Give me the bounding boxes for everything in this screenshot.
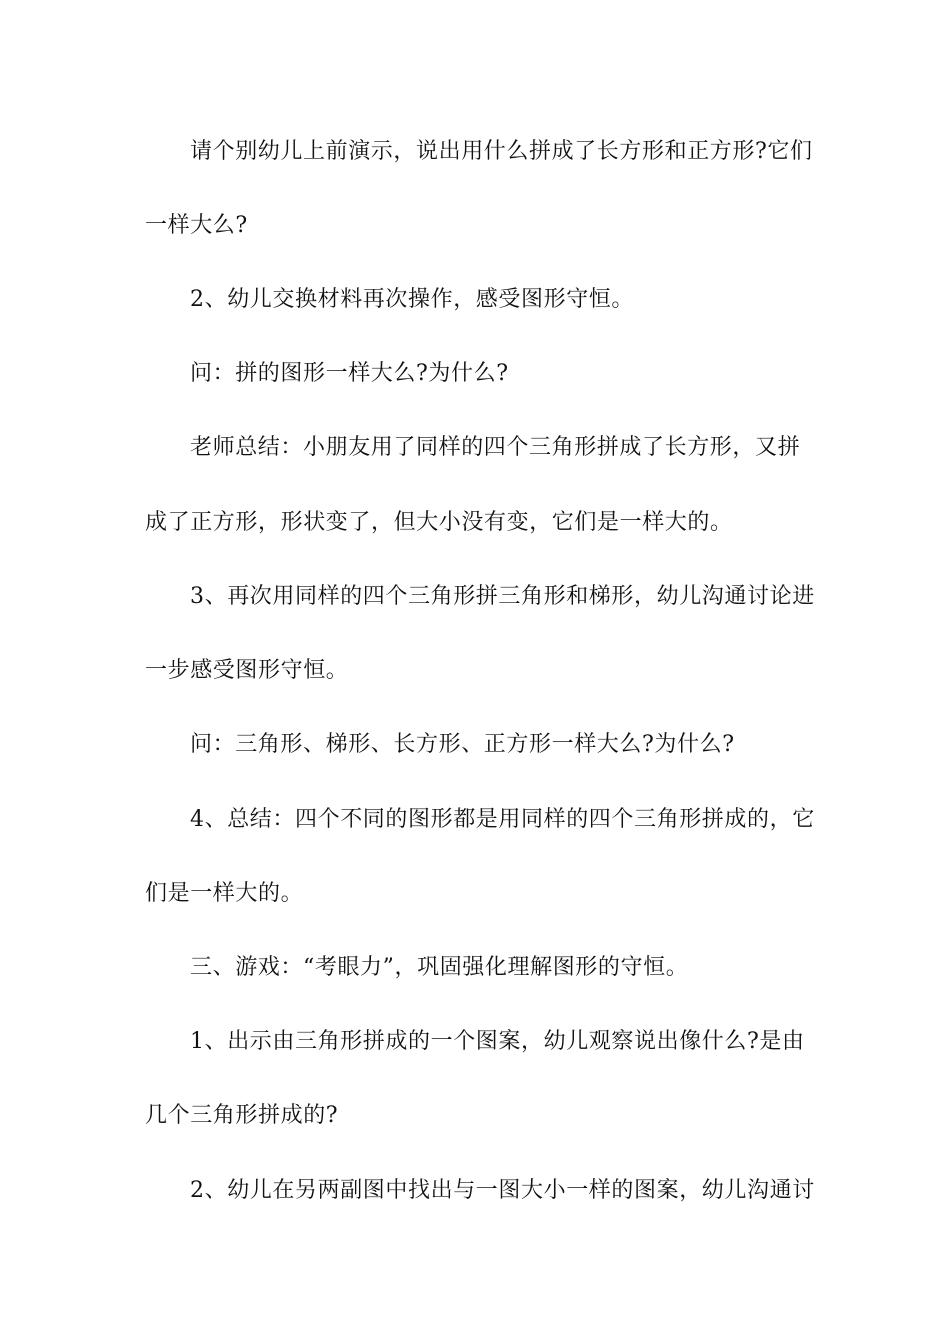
paragraph-line: 2、幼儿交换材料再次操作，感受图形守恒。 bbox=[190, 287, 634, 312]
paragraph-line: 一样大么? bbox=[145, 213, 248, 238]
paragraph-line: 几个三角形拼成的? bbox=[145, 1103, 339, 1128]
paragraph-line: 4、总结：四个不同的图形都是用同样的四个三角形拼成的，它 bbox=[190, 807, 815, 832]
paragraph-line: 一步感受图形守恒。 bbox=[145, 658, 349, 683]
paragraph-line: 三、游戏：“考眼力”，巩固强化理解图形的守恒。 bbox=[190, 955, 689, 980]
paragraph-line: 问：拼的图形一样大么?为什么? bbox=[190, 361, 509, 386]
paragraph-line: 3、再次用同样的四个三角形拼三角形和梯形，幼儿沟通讨论进 bbox=[190, 584, 815, 609]
paragraph-line: 成了正方形，形状变了，但大小没有变，它们是一样大的。 bbox=[145, 510, 733, 535]
paragraph-line: 请个别幼儿上前演示，说出用什么拼成了长方形和正方形?它们 bbox=[190, 139, 813, 164]
paragraph-line: 们是一样大的。 bbox=[145, 881, 304, 906]
paragraph-line: 1、出示由三角形拼成的一个图案，幼儿观察说出像什么?是由 bbox=[190, 1029, 805, 1054]
paragraph-line: 问：三角形、梯形、长方形、正方形一样大么?为什么? bbox=[190, 732, 735, 757]
paragraph-line: 2、幼儿在另两副图中找出与一图大小一样的图案，幼儿沟通讨 bbox=[190, 1178, 815, 1203]
paragraph-line: 老师总结：小朋友用了同样的四个三角形拼成了长方形，又拼 bbox=[190, 435, 801, 460]
